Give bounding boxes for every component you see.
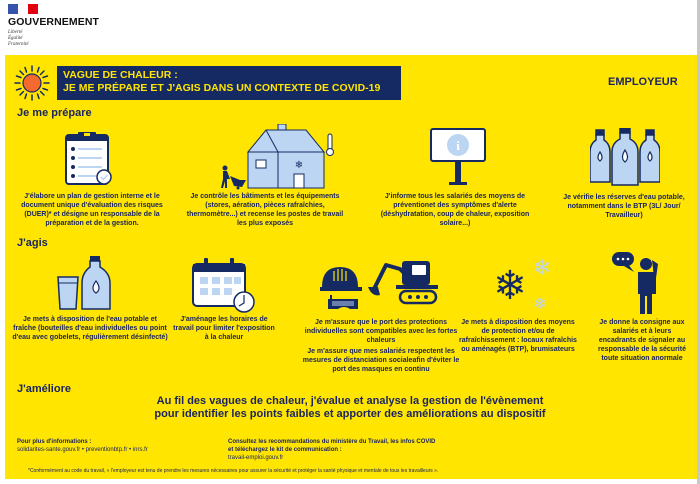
audience-label: EMPLOYEUR: [608, 76, 678, 88]
sun-icon: [14, 65, 50, 101]
title-line-1: VAGUE DE CHALEUR :: [63, 69, 178, 81]
act-item-3-text: Je m'assure que le port des protections individuelles sont compatibles avec les fortes chaleurs: [304, 319, 458, 344]
act-item-4-text: Je mets à disposition des moyens de protection et/ou de rafraîchissement : locaux rafraîchis ou aménagés (BTP), brumisateurs: [459, 319, 577, 353]
title-line-2: JE ME PRÉPARE ET J'AGIS DANS UN CONTEXTE DE COVID-19: [63, 82, 381, 94]
title-banner: [57, 66, 401, 100]
section-heading-act: J'agis: [17, 237, 48, 249]
person-phone-icon: [612, 250, 672, 316]
svg-text:❄: ❄: [493, 264, 527, 308]
section-heading-improve: J'améliore: [17, 383, 71, 395]
consult-block: [228, 438, 435, 462]
clipboard-icon: [64, 131, 114, 186]
more-info-links[interactable]: solidarites-sante.gouv.fr • preventionbtp.fr • inrs.fr: [17, 447, 148, 453]
consult-line-2: et téléchargez le kit de communication :: [228, 447, 342, 453]
act-item-5-text: Je donne la consigne aux salariés et à leurs encadrants de signaler au responsable de la sécurité toute situation anormale: [598, 319, 686, 362]
prepare-item-2-text: Je contrôle les bâtiments et les équipements (stores, aération, pièces rafraîchies, thermomètre...) et recense les postes de travail les plus exposés: [186, 193, 344, 227]
footnote: *Conformément au code du travail, « l'employeur est tenu de prendre les mesures nécessaires pour assurer la sécurité et protéger la santé physique et mentale de tous les travailleurs ».: [28, 468, 439, 474]
building-icon: [218, 124, 336, 190]
more-info-label: Pour plus d'informations :: [17, 439, 92, 445]
svg-text:❄: ❄: [533, 296, 547, 313]
svg-text:❄: ❄: [294, 160, 304, 171]
act-item-3-text-2: Je m'assure que mes salariés respectent les mesures de distanciation socialeafin d'éviter le port des masques en continu: [302, 348, 460, 373]
prepare-item-3-text: J'informe tous les salariés des moyens de préventionet des symptômes d'alerte (déshydratation, coup de chaleur, exposition solaire...): [380, 193, 530, 227]
svg-text:i: i: [456, 138, 460, 153]
prepare-item-1-text: J'élabore un plan de gestion interne et le document unique d'évaluation des risques (DUER)* et désigne un responsable de la préparation et de la gestion.: [21, 193, 163, 227]
info-sign-icon: [430, 128, 486, 186]
water-glass-bottle-icon: [56, 255, 112, 311]
act-item-2-text: J'aménage les horaires de travail pour limiter l'exposition à la chaleur: [173, 316, 275, 341]
helmet-excavator-icon: [320, 257, 440, 313]
government-logo: [8, 4, 118, 52]
water-bottles-icon: [590, 128, 660, 186]
government-motto: Liberté Égalité Fraternité: [8, 30, 29, 47]
government-name: GOUVERNEMENT: [8, 16, 100, 28]
more-info-block: [17, 438, 148, 454]
prepare-item-4-text: Je vérifie les réserves d'eau potable, notamment dans le BTP (3L/ Jour/ Travailleur): [563, 194, 685, 219]
consult-line-1: Consultez les recommandations du ministère du Travail, les infos COVID: [228, 439, 436, 445]
consult-link[interactable]: travail-emploi.gouv.fr: [228, 455, 284, 461]
calendar-clock-icon: [192, 258, 256, 314]
french-flag-icon: [8, 4, 38, 14]
act-item-1-text: Je mets à disposition de l'eau potable et fraîche (bouteilles d'eau individuelles ou point d'eau avec gobelets, régulièrement désinfecté): [12, 316, 168, 341]
snowflake-icon: [488, 255, 558, 315]
svg-text:❄: ❄: [532, 255, 552, 280]
section-heading-prepare: Je me prépare: [17, 107, 92, 119]
improve-statement: Au fil des vagues de chaleur, j'évalue et analyse la gestion de l'évènement pour identifier les points faibles et apporter des améliorations au dispositif: [154, 395, 546, 420]
